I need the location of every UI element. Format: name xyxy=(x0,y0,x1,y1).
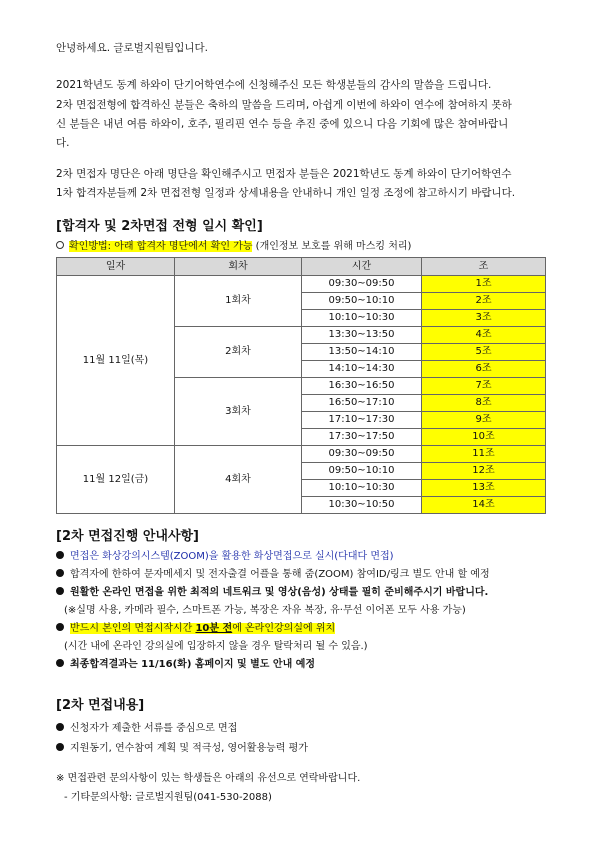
greeting: 안녕하세요. 글로벌지원팀입니다. xyxy=(56,42,209,54)
date-cell: 11월 12일(금) xyxy=(57,446,175,514)
check-method-highlight: 확인방법: 아래 합격자 명단에서 확인 가능 xyxy=(69,241,253,252)
intro-line-3: 신 분들은 내년 여름 하와이, 호주, 필리핀 연수 등을 추진 중에 있으니 다음 기회에 많은 참여바랍니 xyxy=(56,118,509,130)
intro-line-2: 2차 면접전형에 합격하신 분들은 축하의 말씀을 드리며, 아쉽게 이번에 하와이 연수에 참여하지 못하 xyxy=(56,99,512,111)
group-cell: 13조 xyxy=(422,480,546,497)
list-item-text: 반드시 본인의 면접시작시간 xyxy=(70,623,196,634)
group-cell: 7조 xyxy=(422,378,546,395)
check-method-note: (개인정보 보호를 위해 마스킹 처리) xyxy=(255,241,412,252)
group-cell: 2조 xyxy=(422,293,546,310)
list-item-text: 최종합격결과는 11/16(화) 홈페이지 및 별도 안내 예정 xyxy=(70,659,316,670)
list-item-text: 합격자에 한하여 문자메세지 및 전자출결 어플을 통해 줌(ZOOM) 참여ID/링크 별도 안내 할 예정 xyxy=(70,569,490,580)
list-item xyxy=(56,566,490,584)
header-group: 조 xyxy=(422,258,546,276)
section-title-schedule: [합격자 및 2차면접 전형 일시 확인] xyxy=(56,219,263,234)
group-cell: 9조 xyxy=(422,412,546,429)
list-item-text: 에 온라인강의실에 위치 xyxy=(232,623,336,634)
list-item xyxy=(56,719,308,739)
list-item-emphasis: 10분 전 xyxy=(195,623,233,634)
session-cell: 2회차 xyxy=(175,327,302,378)
bullet-icon xyxy=(56,723,64,731)
list-item xyxy=(56,656,490,674)
group-cell: 4조 xyxy=(422,327,546,344)
intro-line-1: 2021학년도 동계 하와이 단기어학연수에 신청해주신 모든 학생분들의 감사의 말씀을 드립니다. xyxy=(56,79,492,91)
time-cell: 10:30~10:50 xyxy=(302,497,422,514)
bullet-icon xyxy=(56,623,64,631)
header-session: 회차 xyxy=(175,258,302,276)
group-cell: 5조 xyxy=(422,344,546,361)
group-cell: 11조 xyxy=(422,446,546,463)
time-cell: 17:30~17:50 xyxy=(302,429,422,446)
bullet-icon xyxy=(56,551,64,559)
interview-content-list xyxy=(56,719,308,759)
time-cell: 09:50~10:10 xyxy=(302,463,422,480)
time-cell: 16:30~16:50 xyxy=(302,378,422,395)
group-cell: 3조 xyxy=(422,310,546,327)
intro2-line-2: 1차 합격자분들께 2차 면접전형 일정과 상세내용을 안내하니 개인 일정 조정에 참고하시기 바랍니다. xyxy=(56,187,516,199)
list-item-subnote: (※실명 사용, 카메라 필수, 스마트폰 가능, 복장은 자유 복장, 유·무선 이어폰 모두 사용 가능) xyxy=(64,605,466,616)
circle-bullet-icon xyxy=(56,241,64,249)
bullet-icon xyxy=(56,743,64,751)
group-cell: 10조 xyxy=(422,429,546,446)
time-cell: 13:50~14:10 xyxy=(302,344,422,361)
time-cell: 09:30~09:50 xyxy=(302,276,422,293)
session-cell: 3회차 xyxy=(175,378,302,446)
list-item-text: 면접은 화상강의시스템(ZOOM)을 활용한 화상면접으로 실시(다대다 면접) xyxy=(70,551,394,562)
bullet-icon xyxy=(56,659,64,667)
bullet-icon xyxy=(56,569,64,577)
time-cell: 10:10~10:30 xyxy=(302,480,422,497)
time-cell: 14:10~14:30 xyxy=(302,361,422,378)
intro-line-4: 다. xyxy=(56,137,70,149)
intro2-line-1: 2차 면접자 명단은 아래 명단을 확인해주시고 면접자 분들은 2021학년도 동계 하와이 단기어학연수 xyxy=(56,168,512,180)
table-row xyxy=(57,446,546,463)
bullet-icon xyxy=(56,587,64,595)
list-item xyxy=(56,739,308,759)
session-cell: 4회차 xyxy=(175,446,302,514)
list-item xyxy=(56,584,490,602)
list-item xyxy=(56,548,490,566)
table-header-row xyxy=(57,258,546,276)
guidelines-list xyxy=(56,548,490,674)
header-date: 일자 xyxy=(57,258,175,276)
section-title-interview-content: [2차 면접내용] xyxy=(56,698,145,713)
time-cell: 13:30~13:50 xyxy=(302,327,422,344)
time-cell: 09:50~10:10 xyxy=(302,293,422,310)
interview-schedule-table xyxy=(56,257,546,514)
table-row xyxy=(57,276,546,293)
group-cell: 14조 xyxy=(422,497,546,514)
header-time: 시간 xyxy=(302,258,422,276)
date-cell: 11월 11일(목) xyxy=(57,276,175,446)
list-item-subnote: (시간 내에 온라인 강의실에 입장하지 않을 경우 탈락처리 될 수 있음.) xyxy=(64,641,368,652)
group-cell: 6조 xyxy=(422,361,546,378)
session-cell: 1회차 xyxy=(175,276,302,327)
group-cell: 12조 xyxy=(422,463,546,480)
list-item-text: 원활한 온라인 면접을 위한 최적의 네트워크 및 영상(음성) 상태를 필히 준비해주시기 바랍니다. xyxy=(70,587,489,598)
check-method xyxy=(56,240,411,253)
list-item-text: 신청자가 제출한 서류를 중심으로 면접 xyxy=(70,723,238,734)
time-cell: 16:50~17:10 xyxy=(302,395,422,412)
group-cell: 8조 xyxy=(422,395,546,412)
section-title-guidelines: [2차 면접진행 안내사항] xyxy=(56,529,200,544)
time-cell: 17:10~17:30 xyxy=(302,412,422,429)
contact-note: ※ 면접관련 문의사항이 있는 학생들은 아래의 유선으로 연락바랍니다. xyxy=(56,773,361,784)
list-item xyxy=(56,620,490,638)
time-cell: 09:30~09:50 xyxy=(302,446,422,463)
group-cell: 1조 xyxy=(422,276,546,293)
contact-info: - 기타문의사항: 글로벌지원팀(041-530-2088) xyxy=(64,792,272,803)
time-cell: 10:10~10:30 xyxy=(302,310,422,327)
list-item-text: 지원동기, 연수참여 계획 및 적극성, 영어활용능력 평가 xyxy=(70,743,308,754)
